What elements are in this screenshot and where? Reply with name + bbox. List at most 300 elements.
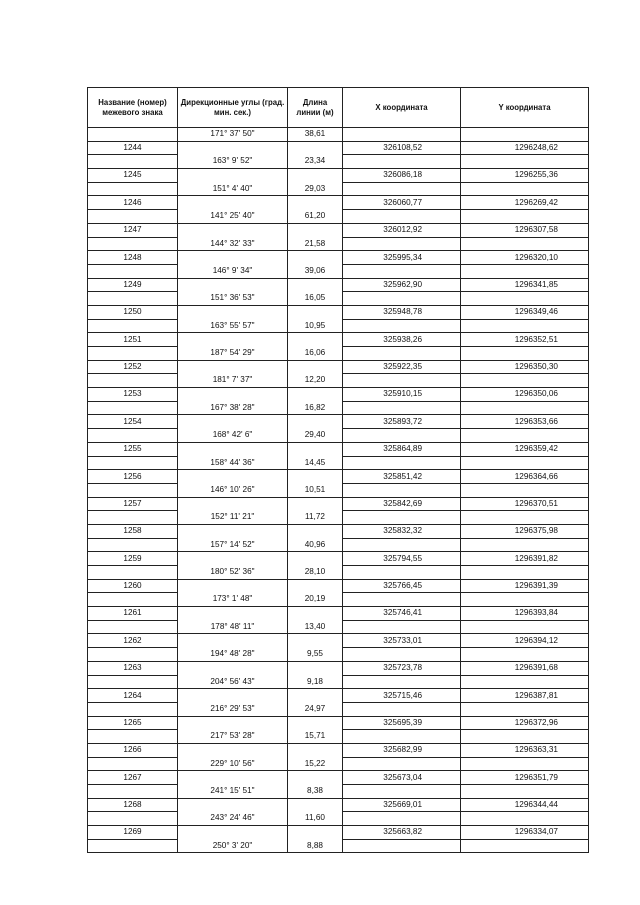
- cell-line-length: 21,58: [288, 237, 343, 251]
- cell-point-name: [88, 812, 178, 826]
- cell-line-length: [288, 771, 343, 785]
- cell-line-length: [288, 251, 343, 265]
- cell-y-coordinate: 1296248,62: [461, 141, 589, 155]
- cell-line-length: 28,10: [288, 566, 343, 580]
- cell-x-coordinate: 325995,34: [343, 251, 461, 265]
- cell-direction-angle: [178, 497, 288, 511]
- cell-line-length: 29,40: [288, 429, 343, 443]
- cell-direction-angle: [178, 798, 288, 812]
- cell-point-name: 1252: [88, 360, 178, 374]
- cell-y-coordinate: 1296269,42: [461, 196, 589, 210]
- cell-point-name: 1267: [88, 771, 178, 785]
- cell-y-coordinate: 1296375,98: [461, 524, 589, 538]
- cell-line-length: [288, 169, 343, 183]
- cell-point-name: 1260: [88, 579, 178, 593]
- cell-point-name: [88, 593, 178, 607]
- table-row-point: [88, 141, 589, 155]
- cell-direction-angle: [178, 661, 288, 675]
- cell-direction-angle: [178, 579, 288, 593]
- cell-line-length: [288, 470, 343, 484]
- table-row-line: [88, 210, 589, 224]
- table-row-point: [88, 251, 589, 265]
- table-row-line: [88, 702, 589, 716]
- cell-direction-angle: 204° 56' 43": [178, 675, 288, 689]
- cell-direction-angle: 178° 48' 11": [178, 620, 288, 634]
- table-row-line: [88, 292, 589, 306]
- cell-y-coordinate: [461, 182, 589, 196]
- table-row-line: [88, 538, 589, 552]
- cell-direction-angle: 241° 15' 51": [178, 785, 288, 799]
- table-row-point: [88, 634, 589, 648]
- cell-point-name: 1256: [88, 470, 178, 484]
- cell-point-name: [88, 264, 178, 278]
- table-row-point: [88, 579, 589, 593]
- cell-y-coordinate: 1296344,44: [461, 798, 589, 812]
- cell-x-coordinate: [343, 292, 461, 306]
- cell-point-name: 1249: [88, 278, 178, 292]
- cell-point-name: [88, 757, 178, 771]
- cell-point-name: 1250: [88, 305, 178, 319]
- table-row-point: [88, 607, 589, 621]
- cell-line-length: 61,20: [288, 210, 343, 224]
- cell-direction-angle: 163° 55' 57": [178, 319, 288, 333]
- cell-y-coordinate: [461, 675, 589, 689]
- cell-y-coordinate: 1296349,46: [461, 305, 589, 319]
- table-row-point: [88, 716, 589, 730]
- table-body: [88, 128, 589, 853]
- cell-direction-angle: [178, 251, 288, 265]
- cell-line-length: 40,96: [288, 538, 343, 552]
- cell-x-coordinate: 325948,78: [343, 305, 461, 319]
- cell-x-coordinate: [343, 675, 461, 689]
- cell-x-coordinate: [343, 319, 461, 333]
- cell-y-coordinate: 1296393,84: [461, 607, 589, 621]
- cell-line-length: 38,61: [288, 128, 343, 142]
- cell-line-length: 14,45: [288, 456, 343, 470]
- cell-point-name: [88, 155, 178, 169]
- cell-x-coordinate: [343, 401, 461, 415]
- cell-y-coordinate: [461, 401, 589, 415]
- cell-line-length: [288, 415, 343, 429]
- cell-line-length: 8,88: [288, 839, 343, 853]
- cell-x-coordinate: 325910,15: [343, 388, 461, 402]
- cell-point-name: [88, 620, 178, 634]
- cell-point-name: [88, 566, 178, 580]
- cell-direction-angle: 181° 7' 37": [178, 374, 288, 388]
- cell-y-coordinate: 1296394,12: [461, 634, 589, 648]
- cell-direction-angle: [178, 716, 288, 730]
- cell-point-name: 1264: [88, 689, 178, 703]
- cell-x-coordinate: [343, 730, 461, 744]
- cell-y-coordinate: 1296372,96: [461, 716, 589, 730]
- cell-direction-angle: [178, 552, 288, 566]
- cell-point-name: 1266: [88, 743, 178, 757]
- cell-x-coordinate: [343, 511, 461, 525]
- cell-line-length: 13,40: [288, 620, 343, 634]
- cell-x-coordinate: 325766,45: [343, 579, 461, 593]
- table-row-point: [88, 415, 589, 429]
- cell-x-coordinate: 325962,90: [343, 278, 461, 292]
- cell-y-coordinate: 1296363,31: [461, 743, 589, 757]
- cell-y-coordinate: [461, 702, 589, 716]
- cell-point-name: 1255: [88, 442, 178, 456]
- cell-x-coordinate: 325794,55: [343, 552, 461, 566]
- cell-point-name: [88, 292, 178, 306]
- cell-x-coordinate: [343, 593, 461, 607]
- table-row-line: [88, 319, 589, 333]
- cell-y-coordinate: [461, 593, 589, 607]
- cell-line-length: [288, 442, 343, 456]
- cell-line-length: [288, 360, 343, 374]
- cell-x-coordinate: [343, 264, 461, 278]
- cell-line-length: [288, 388, 343, 402]
- cell-x-coordinate: 325673,04: [343, 771, 461, 785]
- cell-x-coordinate: 325715,46: [343, 689, 461, 703]
- cell-x-coordinate: [343, 812, 461, 826]
- cell-y-coordinate: [461, 347, 589, 361]
- cell-y-coordinate: 1296351,79: [461, 771, 589, 785]
- cell-point-name: [88, 538, 178, 552]
- cell-direction-angle: [178, 442, 288, 456]
- cell-y-coordinate: [461, 730, 589, 744]
- cell-x-coordinate: 326012,92: [343, 223, 461, 237]
- table-row-line: [88, 429, 589, 443]
- cell-line-length: 15,22: [288, 757, 343, 771]
- cell-x-coordinate: 325864,89: [343, 442, 461, 456]
- cell-line-length: 16,05: [288, 292, 343, 306]
- cell-point-name: [88, 128, 178, 142]
- table-row-line: [88, 566, 589, 580]
- cell-point-name: 1245: [88, 169, 178, 183]
- cell-y-coordinate: 1296370,51: [461, 497, 589, 511]
- cell-direction-angle: [178, 196, 288, 210]
- cell-y-coordinate: [461, 155, 589, 169]
- cell-direction-angle: [178, 223, 288, 237]
- cell-line-length: [288, 524, 343, 538]
- cell-line-length: 15,71: [288, 730, 343, 744]
- table-row-point: [88, 661, 589, 675]
- cell-y-coordinate: [461, 511, 589, 525]
- cell-line-length: [288, 579, 343, 593]
- cell-y-coordinate: 1296334,07: [461, 826, 589, 840]
- cell-direction-angle: [178, 826, 288, 840]
- cell-line-length: 29,03: [288, 182, 343, 196]
- cell-direction-angle: 152° 11' 21": [178, 511, 288, 525]
- cell-line-length: [288, 689, 343, 703]
- cell-direction-angle: [178, 743, 288, 757]
- cell-point-name: 1269: [88, 826, 178, 840]
- cell-direction-angle: 157° 14' 52": [178, 538, 288, 552]
- cell-point-name: [88, 374, 178, 388]
- cell-line-length: 16,06: [288, 347, 343, 361]
- cell-point-name: 1248: [88, 251, 178, 265]
- cell-point-name: 1251: [88, 333, 178, 347]
- cell-line-length: 12,20: [288, 374, 343, 388]
- cell-point-name: [88, 401, 178, 415]
- cell-y-coordinate: 1296387,81: [461, 689, 589, 703]
- cell-line-length: 20,19: [288, 593, 343, 607]
- cell-point-name: 1261: [88, 607, 178, 621]
- table-row-point: [88, 552, 589, 566]
- cell-x-coordinate: [343, 347, 461, 361]
- cell-line-length: 8,38: [288, 785, 343, 799]
- cell-line-length: [288, 196, 343, 210]
- table-row-point: [88, 388, 589, 402]
- table-row-point: [88, 305, 589, 319]
- cell-point-name: [88, 730, 178, 744]
- cell-line-length: [288, 333, 343, 347]
- cell-point-name: [88, 785, 178, 799]
- cell-direction-angle: [178, 470, 288, 484]
- table-row-line: [88, 812, 589, 826]
- cell-x-coordinate: 325723,78: [343, 661, 461, 675]
- cell-line-length: [288, 716, 343, 730]
- cell-direction-angle: 146° 9' 34": [178, 264, 288, 278]
- cell-direction-angle: 163° 9' 52": [178, 155, 288, 169]
- table-row-line: [88, 675, 589, 689]
- cell-y-coordinate: 1296341,85: [461, 278, 589, 292]
- cell-line-length: 10,95: [288, 319, 343, 333]
- cell-line-length: 10,51: [288, 483, 343, 497]
- cell-direction-angle: [178, 771, 288, 785]
- cell-line-length: [288, 661, 343, 675]
- cell-line-length: [288, 634, 343, 648]
- cell-x-coordinate: [343, 757, 461, 771]
- table-row-line: [88, 757, 589, 771]
- cell-direction-angle: 158° 44' 36": [178, 456, 288, 470]
- table-row-line: [88, 237, 589, 251]
- cell-direction-angle: [178, 141, 288, 155]
- cell-x-coordinate: 325842,69: [343, 497, 461, 511]
- table-row-line: [88, 401, 589, 415]
- cell-point-name: 1258: [88, 524, 178, 538]
- cell-y-coordinate: [461, 264, 589, 278]
- cell-point-name: 1257: [88, 497, 178, 511]
- cell-x-coordinate: [343, 620, 461, 634]
- header-x: X координата: [343, 88, 461, 128]
- cell-line-length: 16,82: [288, 401, 343, 415]
- cell-x-coordinate: 325682,99: [343, 743, 461, 757]
- cell-y-coordinate: [461, 620, 589, 634]
- table-row-line: [88, 347, 589, 361]
- cell-direction-angle: 229° 10' 56": [178, 757, 288, 771]
- table-row-line: [88, 593, 589, 607]
- cell-y-coordinate: 1296391,68: [461, 661, 589, 675]
- cell-direction-angle: 187° 54' 29": [178, 347, 288, 361]
- table-row-point: [88, 196, 589, 210]
- cell-x-coordinate: 325938,26: [343, 333, 461, 347]
- cell-y-coordinate: [461, 785, 589, 799]
- cell-line-length: [288, 607, 343, 621]
- table-row-point: [88, 360, 589, 374]
- cell-point-name: [88, 511, 178, 525]
- cell-direction-angle: [178, 524, 288, 538]
- cell-y-coordinate: [461, 429, 589, 443]
- cell-direction-angle: 250° 3' 20": [178, 839, 288, 853]
- cell-x-coordinate: [343, 456, 461, 470]
- cell-y-coordinate: [461, 319, 589, 333]
- cell-point-name: [88, 210, 178, 224]
- cell-y-coordinate: [461, 538, 589, 552]
- cell-line-length: [288, 223, 343, 237]
- cell-direction-angle: 167° 38' 28": [178, 401, 288, 415]
- cell-x-coordinate: [343, 785, 461, 799]
- cell-point-name: 1262: [88, 634, 178, 648]
- cell-direction-angle: 180° 52' 36": [178, 566, 288, 580]
- cell-x-coordinate: 325832,32: [343, 524, 461, 538]
- cell-y-coordinate: [461, 128, 589, 142]
- cell-point-name: [88, 648, 178, 662]
- header-name: Название (номер) межевого знака: [88, 88, 178, 128]
- cell-y-coordinate: [461, 292, 589, 306]
- table-row-point: [88, 771, 589, 785]
- cell-direction-angle: 168° 42' 6": [178, 429, 288, 443]
- cell-x-coordinate: 325669,01: [343, 798, 461, 812]
- header-y: Y координата: [461, 88, 589, 128]
- table-row-point: [88, 223, 589, 237]
- table-row-line: [88, 155, 589, 169]
- table-row-point: [88, 524, 589, 538]
- table-header-row: [88, 88, 589, 128]
- cell-direction-angle: [178, 169, 288, 183]
- table-row-point: [88, 497, 589, 511]
- table-row-point: [88, 743, 589, 757]
- cell-x-coordinate: [343, 839, 461, 853]
- cell-point-name: 1244: [88, 141, 178, 155]
- cell-y-coordinate: 1296320,10: [461, 251, 589, 265]
- cell-point-name: 1246: [88, 196, 178, 210]
- cell-y-coordinate: 1296350,06: [461, 388, 589, 402]
- cell-x-coordinate: 325922,35: [343, 360, 461, 374]
- cell-line-length: [288, 826, 343, 840]
- cell-direction-angle: 151° 36' 53": [178, 292, 288, 306]
- cell-line-length: 11,72: [288, 511, 343, 525]
- cell-line-length: [288, 497, 343, 511]
- cell-direction-angle: 216° 29' 53": [178, 702, 288, 716]
- cell-line-length: [288, 278, 343, 292]
- cell-x-coordinate: [343, 538, 461, 552]
- cell-y-coordinate: [461, 566, 589, 580]
- cell-direction-angle: [178, 415, 288, 429]
- cell-line-length: 9,55: [288, 648, 343, 662]
- cell-y-coordinate: 1296391,39: [461, 579, 589, 593]
- cell-y-coordinate: [461, 483, 589, 497]
- cell-x-coordinate: [343, 182, 461, 196]
- cell-y-coordinate: 1296255,36: [461, 169, 589, 183]
- cell-line-length: 39,06: [288, 264, 343, 278]
- cell-point-name: [88, 429, 178, 443]
- cell-line-length: [288, 798, 343, 812]
- table-row-point: [88, 798, 589, 812]
- cell-y-coordinate: 1296353,66: [461, 415, 589, 429]
- cell-y-coordinate: 1296352,51: [461, 333, 589, 347]
- cell-direction-angle: [178, 360, 288, 374]
- cell-point-name: [88, 237, 178, 251]
- table-row-line: [88, 128, 589, 142]
- cell-direction-angle: [178, 607, 288, 621]
- cell-x-coordinate: 325695,39: [343, 716, 461, 730]
- cell-x-coordinate: 325663,82: [343, 826, 461, 840]
- cell-point-name: [88, 675, 178, 689]
- cell-y-coordinate: [461, 648, 589, 662]
- cell-line-length: [288, 305, 343, 319]
- cell-y-coordinate: 1296359,42: [461, 442, 589, 456]
- cell-point-name: 1254: [88, 415, 178, 429]
- cell-x-coordinate: [343, 210, 461, 224]
- table-row-point: [88, 169, 589, 183]
- cell-point-name: 1259: [88, 552, 178, 566]
- table-row-line: [88, 730, 589, 744]
- table-row-line: [88, 456, 589, 470]
- table-row-line: [88, 483, 589, 497]
- cell-point-name: 1263: [88, 661, 178, 675]
- header-angle: Дирекционные углы (град. мин. сек.): [178, 88, 288, 128]
- cell-y-coordinate: [461, 374, 589, 388]
- cell-y-coordinate: [461, 812, 589, 826]
- cell-point-name: 1247: [88, 223, 178, 237]
- cell-line-length: 24,97: [288, 702, 343, 716]
- cell-point-name: [88, 347, 178, 361]
- cell-x-coordinate: 325733,01: [343, 634, 461, 648]
- table-row-point: [88, 442, 589, 456]
- table-row-point: [88, 689, 589, 703]
- cell-direction-angle: [178, 689, 288, 703]
- cell-y-coordinate: 1296364,66: [461, 470, 589, 484]
- cell-direction-angle: 217° 53' 28": [178, 730, 288, 744]
- header-length: Длина линии (м): [288, 88, 343, 128]
- table-row-point: [88, 333, 589, 347]
- cell-x-coordinate: 325893,72: [343, 415, 461, 429]
- cell-y-coordinate: 1296307,58: [461, 223, 589, 237]
- cell-line-length: 9,18: [288, 675, 343, 689]
- cell-point-name: [88, 839, 178, 853]
- cell-point-name: [88, 483, 178, 497]
- boundary-coordinates-table: [87, 87, 589, 853]
- cell-line-length: [288, 141, 343, 155]
- cell-line-length: [288, 552, 343, 566]
- cell-y-coordinate: [461, 237, 589, 251]
- cell-direction-angle: 146° 10' 26": [178, 483, 288, 497]
- cell-x-coordinate: [343, 374, 461, 388]
- cell-x-coordinate: [343, 155, 461, 169]
- cell-x-coordinate: [343, 702, 461, 716]
- table-row-line: [88, 511, 589, 525]
- cell-y-coordinate: [461, 757, 589, 771]
- cell-point-name: [88, 456, 178, 470]
- cell-x-coordinate: [343, 566, 461, 580]
- cell-x-coordinate: 326086,18: [343, 169, 461, 183]
- cell-direction-angle: 243° 24' 46": [178, 812, 288, 826]
- cell-y-coordinate: [461, 839, 589, 853]
- cell-point-name: [88, 319, 178, 333]
- cell-x-coordinate: [343, 237, 461, 251]
- cell-point-name: [88, 182, 178, 196]
- cell-direction-angle: [178, 388, 288, 402]
- cell-point-name: 1253: [88, 388, 178, 402]
- table-row-point: [88, 826, 589, 840]
- table-row-line: [88, 374, 589, 388]
- table-row-line: [88, 648, 589, 662]
- cell-y-coordinate: 1296350,30: [461, 360, 589, 374]
- cell-direction-angle: 194° 48' 28": [178, 648, 288, 662]
- cell-direction-angle: 141° 25' 40": [178, 210, 288, 224]
- cell-line-length: [288, 743, 343, 757]
- cell-direction-angle: [178, 278, 288, 292]
- cell-x-coordinate: [343, 648, 461, 662]
- cell-direction-angle: [178, 305, 288, 319]
- cell-direction-angle: 144° 32' 33": [178, 237, 288, 251]
- cell-direction-angle: 151° 4' 40": [178, 182, 288, 196]
